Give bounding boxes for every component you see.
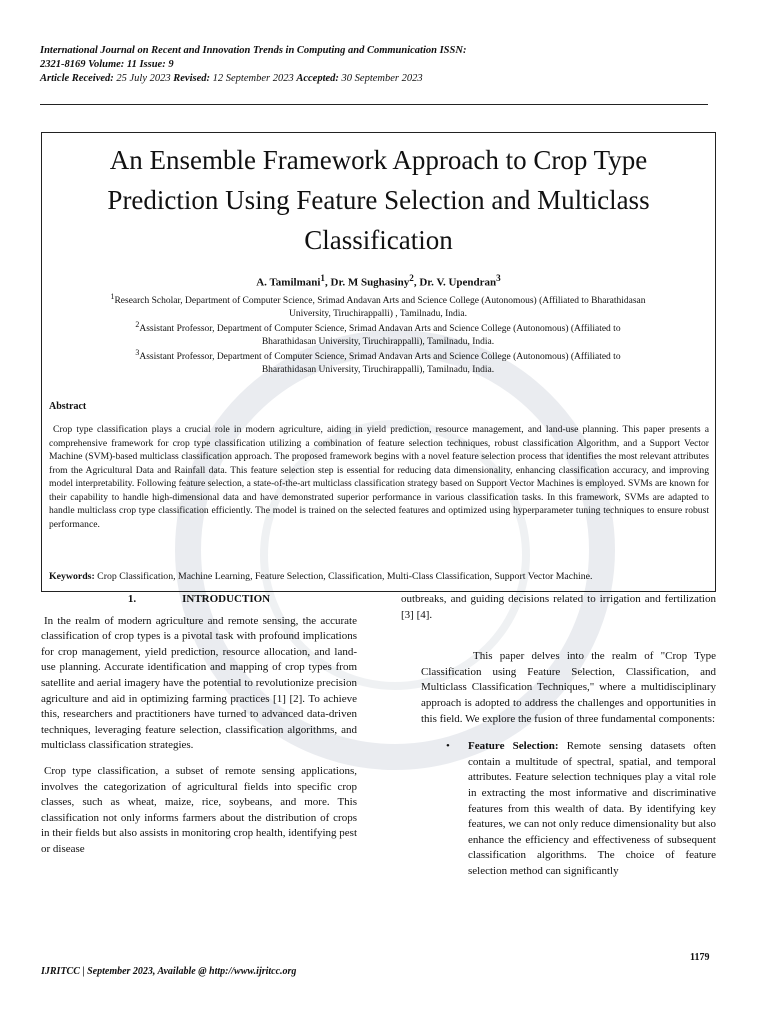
bullet-marker: • — [446, 740, 450, 753]
affiliation — [50, 290, 706, 321]
keywords — [49, 571, 709, 582]
revised-label: Revised: — [173, 73, 211, 84]
page-number: 1179 — [690, 952, 710, 963]
affiliation — [50, 346, 706, 377]
accepted-label: Accepted: — [296, 73, 339, 84]
keywords-text: Crop Classification, Machine Learning, Feature Selection, Classification, Multi-Class Classification, Support Vector Machine. — [97, 571, 593, 582]
journal-header — [40, 44, 730, 86]
author-superscript: 2 — [409, 273, 414, 283]
section-title: INTRODUCTION — [182, 593, 271, 605]
body-paragraph: This paper delves into the realm of "Crop Type Classification using Feature Selection, Classification, and Multiclass Classification Techniques," where a multidisciplinary approach is adopted to address the challenges and opportunities in this field. We explore the fusion of three fundamental components: — [421, 650, 716, 725]
affiliation-superscript: 3 — [135, 348, 140, 357]
body-paragraph: Crop type classification, a subset of remote sensing applications, involves the categorization of agricultural fields into specific crop classes, such as wheat, maize, rice, soybeans, and more. This classification not only informs farmers about the distribution of crops in their fields but also assists in monitoring crop health, identifying pest or disease — [41, 764, 357, 855]
title-line: Classification — [304, 225, 453, 255]
bullet-label: Feature Selection: — [468, 740, 559, 753]
affiliation-superscript: 2 — [135, 320, 140, 329]
affiliation-superscript: 1 — [110, 292, 115, 301]
affiliation-line: Assistant Professor, Department of Computer Science, Srimad Andavan Arts and Science College (Autonomous) (Affiliated to — [139, 352, 621, 363]
author-name: A. Tamilmani — [256, 276, 321, 289]
author-name: Dr. M Sughasiny — [330, 276, 410, 289]
revised-date: 12 September 2023 — [212, 73, 294, 84]
author-list: A. Tamilmani$^1$, Dr. M Sughasiny$^2$, Dr. V. Upendran$^3$ — [256, 273, 501, 289]
author-superscript: 1 — [320, 273, 325, 283]
affiliation-line: University, Tiruchirappalli) , Tamilnadu, India. — [289, 309, 467, 320]
section-heading — [41, 592, 357, 608]
journal-volume: 2321-8169 Volume: 11 Issue: 9 — [40, 59, 174, 70]
affiliation-line: Bharathidasan University, Tiruchirappalli), Tamilnadu, India. — [261, 337, 495, 348]
affiliation-line: Bharathidasan University, Tiruchirappalli), Tamilnadu, India. — [261, 365, 495, 376]
author-superscript: 3 — [496, 273, 501, 283]
received-date: 25 July 2023 — [116, 73, 171, 84]
affiliation-line: Assistant Professor, Department of Computer Science, Srimad Andavan Arts and Science College (Autonomous) (Affiliated to — [139, 324, 621, 335]
footer-text: IJRITCC | September 2023, Available @ http://www.ijritcc.org — [41, 966, 297, 977]
article-dates — [40, 72, 730, 86]
affiliation-line: Research Scholar, Department of Computer Science, Srimad Andavan Arts and Science College (Autonomous) (Affiliated to Bharathidasan — [114, 296, 646, 307]
journal-name: International Journal on Recent and Innovation Trends in Computing and Communication ISSN: — [40, 45, 467, 56]
header-rule — [40, 104, 708, 105]
left-column — [41, 592, 357, 858]
accepted-date: 30 September 2023 — [341, 73, 423, 84]
title-line: An Ensemble Framework Approach to Crop Type — [109, 145, 648, 175]
bullet-item — [446, 739, 717, 879]
right-column — [401, 592, 716, 880]
section-number: 1. — [127, 593, 137, 605]
keywords-label: Keywords: — [49, 571, 95, 582]
paper-title — [41, 140, 716, 260]
author-name: Dr. V. Upendran — [419, 276, 497, 289]
received-label: Article Received: — [40, 73, 114, 84]
body-paragraph-continuation: outbreaks, and guiding decisions related to irrigation and fertilization [3] [4]. — [401, 593, 716, 621]
body-paragraph: In the realm of modern agriculture and remote sensing, the accurate classification of crop types is a pivotal task with profound implications for crop management, yield prediction, resource allocation, and land-use planning. Accurate identification and mapping of crop types from satellite and aerial imagery have the potential to revolutionize precision agriculture and aid in optimizing farming practices [1] [2]. To achieve this, researchers and practitioners have turned to advanced data-driven techniques, leveraging feature selection, classification algorithms, and multiclass classification strategies. — [41, 614, 357, 752]
affiliation — [50, 318, 706, 349]
abstract-body: Crop type classification plays a crucial role in modern agriculture, aiding in yield prediction, resource management, and land-use planning. This paper presents a comprehensive framework for crop type classification utilizing a combination of feature selection techniques, robust classification Algorithm, and a Support Vector Machine (SVM)-based multiclass classification approach. The proposed framework begins with a novel feature selection process that identifies the most relevant attributes from the Agricultural Data and Rainfall data. This feature selection step is essential for reducing data dimensionality, enhancing classification accuracy, and improving model interpretability. Following feature selection, a state-of-the-art multiclass classification strategy based on Support Vector Machines is employed. SVMs are known for their capability to handle high-dimensional data and have demonstrated superior performance in various classification tasks. In this framework, SVMs are adapted to handle multiclass crop type classification efficiently. The model is trained on the selected features and optimized using hyperparameter tuning techniques to ensure robust performance. — [49, 424, 709, 530]
bullet-text: Remote sensing datasets often contain a multitude of spectral, spatial, and temporal attributes. Feature selection techniques play a vital role in extracting the most informative and discriminative features from this wealth of data. By identifying key features, we can not only reduce dimensionality but also enhance the efficiency and effectiveness of subsequent classification algorithms. The choice of feature selection method can significantly — [468, 740, 717, 877]
title-line: Prediction Using Feature Selection and Multiclass — [107, 185, 650, 215]
abstract-heading: Abstract — [49, 401, 87, 412]
